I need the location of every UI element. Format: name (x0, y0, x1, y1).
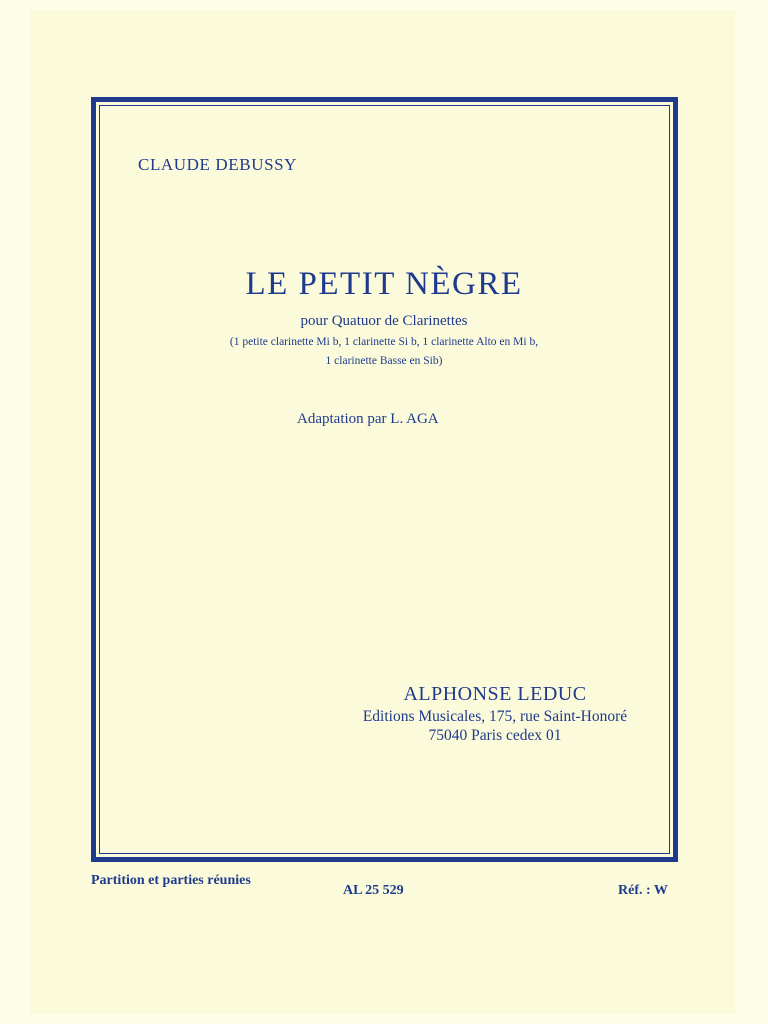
catalog-number: AL 25 529 (343, 883, 404, 898)
edition-type: Partition et parties réunies (91, 873, 251, 888)
instrumentation-line-1: (1 petite clarinette Mi b, 1 clarinette Si b, 1 clarinette Alto en Mi b, (229, 336, 539, 348)
work-title: LE PETIT NÈGRE (245, 266, 523, 302)
cover-border-frame (91, 97, 678, 862)
reference-code: Réf. : W (618, 883, 668, 898)
instrumentation-line-2: 1 clarinette Basse en Sib) (325, 355, 443, 367)
adaptation-credit: Adaptation par L. AGA (297, 411, 439, 427)
publisher-address: Editions Musicales, 175, rue Saint-Honoré (362, 708, 628, 725)
composer-name: CLAUDE DEBUSSY (138, 155, 298, 174)
work-subtitle: pour Quatuor de Clarinettes (300, 313, 468, 329)
publisher-name: ALPHONSE LEDUC (403, 683, 587, 705)
publisher-city: 75040 Paris cedex 01 (428, 727, 562, 744)
